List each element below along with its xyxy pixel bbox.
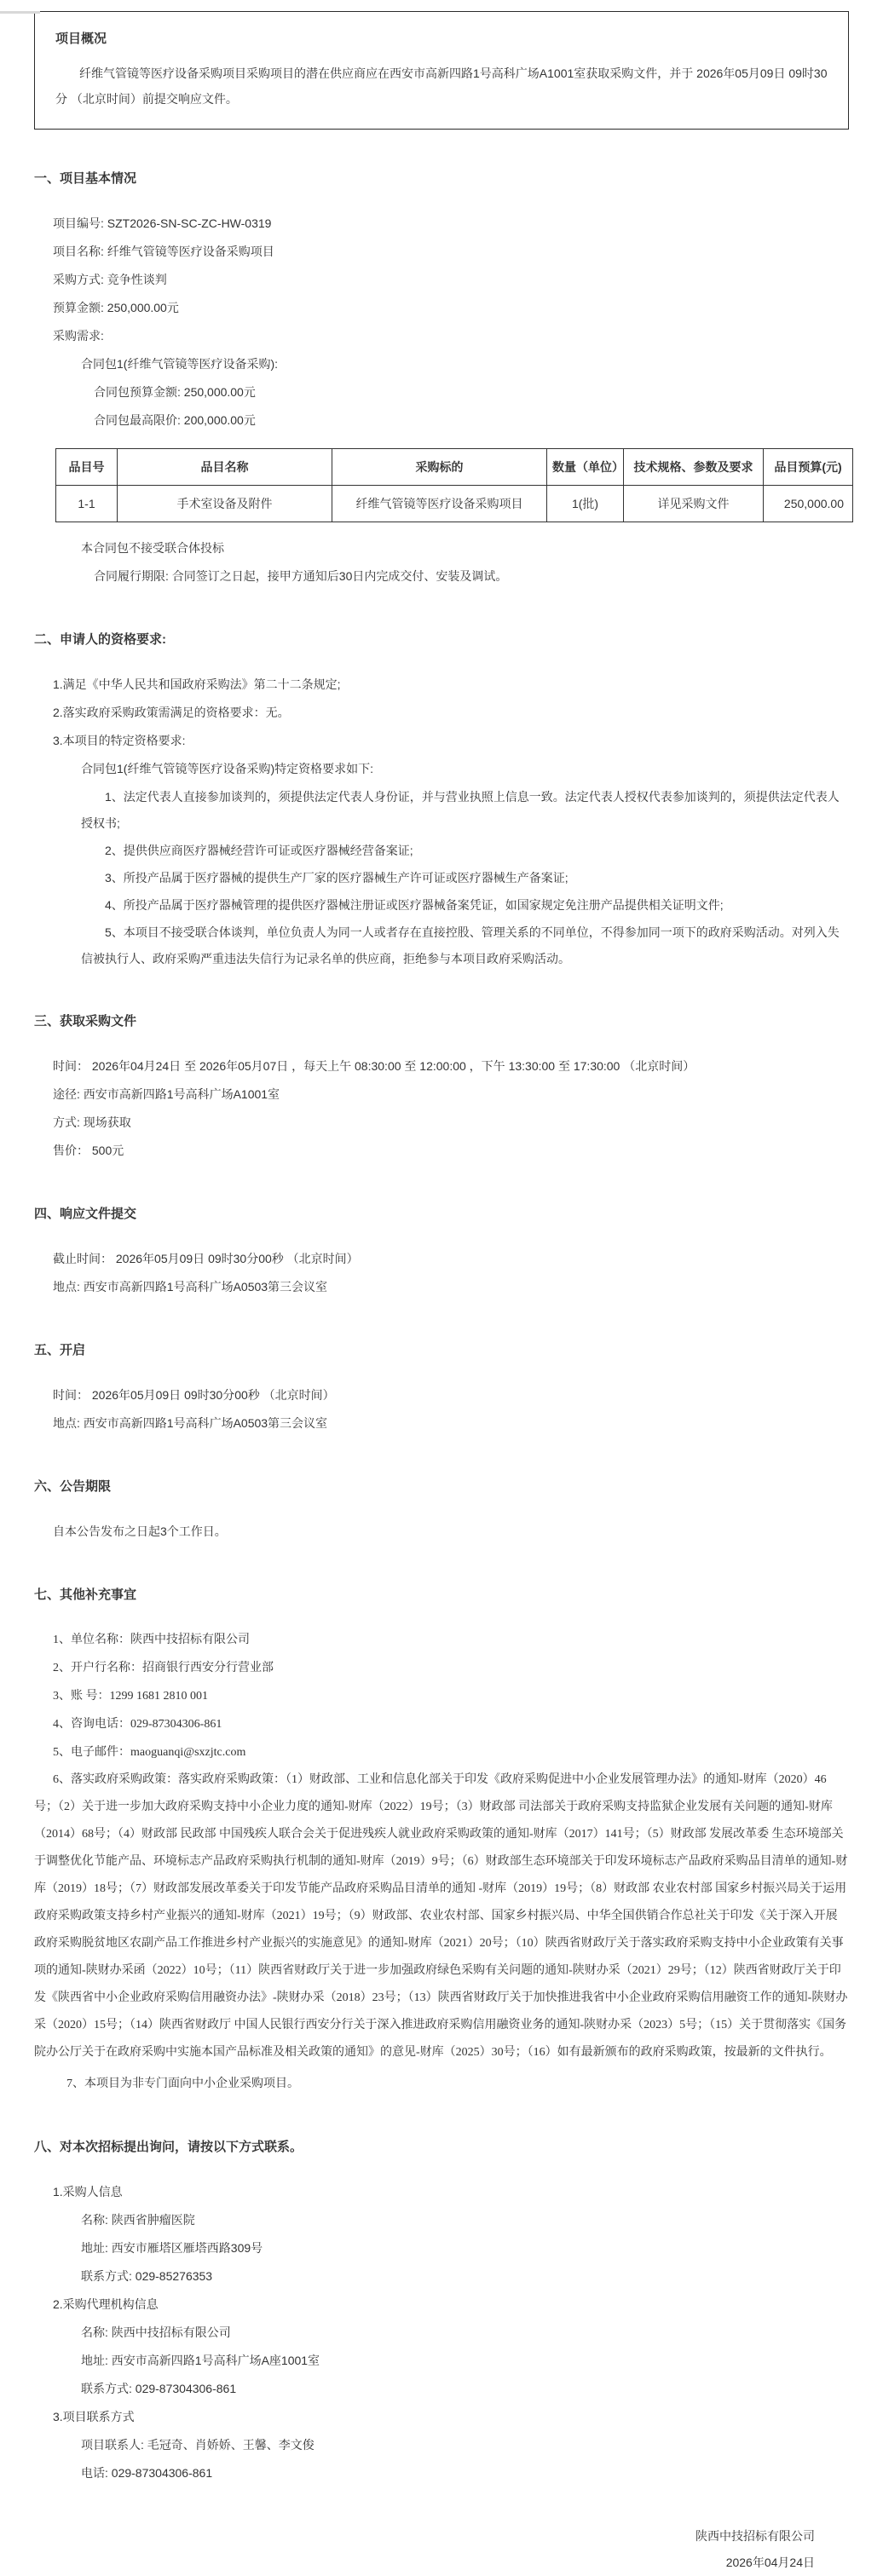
field-line-project-no: 项目编号: SZT2026-SN-SC-ZC-HW-0319: [53, 216, 272, 230]
section-heading-announcement-period: 六、公告期限: [34, 1479, 112, 1494]
items-table: [55, 448, 853, 522]
supplementary-item-bank-name: 2、开户行名称：招商银行西安分行营业部: [53, 1662, 274, 1674]
cell-subject: 纤维气管镜等医疗设备采购项目: [332, 486, 547, 522]
qualification-sub-item: 4、所投产品属于医疗器械管理的提供医疗器械注册证或医疗器械备案凭证，如国家规定免注册产品提供相关证明文件;: [105, 898, 724, 912]
project-phone: 电话: 029-87304306-861: [81, 2466, 213, 2480]
package-qualification-intro: 合同包1(纤维气管镜等医疗设备采购)特定资格要求如下:: [81, 762, 373, 775]
package-budget: 合同包预算金额: 250,000.00元: [94, 385, 256, 399]
agency-name: 名称: 陕西中技招标有限公司: [81, 2325, 231, 2339]
contact-group-title-agency: 2.采购代理机构信息: [53, 2297, 159, 2311]
signature-block: [68, 2523, 815, 2576]
qualification-sub-item: 5、本项目不接受联合体谈判，单位负责人为同一人或者存在直接控股、管理关系的不同单位，不得参加同一项下的政府采购活动。对列入失信被执行人、政府采购严重违法失信行为记录名单的供应商，拒绝参与本项目政府采购活动。: [81, 925, 840, 965]
document-body: [34, 169, 849, 2576]
table-row: [56, 486, 853, 522]
section-heading-basic-info: 一、项目基本情况: [34, 171, 137, 186]
qualification-sub-item: 2、提供供应商医疗器械经营许可证或医疗器械经营备案证;: [105, 844, 413, 857]
field-line-budget: 预算金额: 250,000.00元: [53, 301, 179, 314]
page-top-fragment: [0, 11, 40, 14]
qualification-item: 3.本项目的特定资格要求:: [53, 734, 186, 747]
note-contract-term: 合同履行期限: 合同签订之日起，接甲方通知后30日内完成交付、安装及调试。: [94, 569, 508, 583]
section-heading-response-submission: 四、响应文件提交: [34, 1207, 137, 1221]
col-header-quantity: 数量（单位）: [547, 449, 624, 486]
section-heading-opening: 五、开启: [34, 1343, 86, 1357]
contact-group-title-project: 3.项目联系方式: [53, 2410, 135, 2423]
qualification-item: 1.满足《中华人民共和国政府采购法》第二十二条规定;: [53, 677, 341, 691]
cell-item-budget: 250,000.00: [764, 486, 853, 522]
agency-address: 地址: 西安市高新四路1号高科广场A座1001室: [81, 2354, 320, 2367]
qualification-item: 2.落实政府采购政策需满足的资格要求：无。: [53, 706, 290, 719]
signature-company: 陕西中技招标有限公司: [695, 2529, 815, 2543]
submission-place: 地点: 西安市高新四路1号高科广场A0503第三会议室: [53, 1280, 328, 1294]
col-header-item-name: 品目名称: [118, 449, 332, 486]
obtain-place: 途径: 西安市高新四路1号高科广场A1001室: [53, 1087, 280, 1101]
purchaser-address: 地址: 西安市雁塔区雁塔西路309号: [81, 2241, 263, 2255]
table-header-row: [56, 449, 853, 486]
purchaser-name: 名称: 陕西省肿瘤医院: [81, 2213, 195, 2227]
col-header-item-no: 品目号: [56, 449, 118, 486]
submission-deadline: 截止时间： 2026年05月09日 09时30分00秒 （北京时间）: [53, 1252, 359, 1265]
contact-group-title-purchaser: 1.采购人信息: [53, 2185, 123, 2199]
project-overview-box: [34, 11, 849, 130]
obtain-time: 时间： 2026年04月24日 至 2026年05月07日 ，每天上午 08:30:00 至 12:00:00 ，下午 13:30:00 至 17:30:00 （北京时间）: [53, 1059, 695, 1073]
note-no-consortium: 本合同包不接受联合体投标: [81, 541, 224, 555]
agency-phone: 联系方式: 029-87304306-861: [81, 2382, 237, 2395]
col-header-spec: 技术规格、参数及要求: [624, 449, 764, 486]
project-contacts: 项目联系人: 毛冠奇、肖娇娇、王馨、李文俊: [81, 2438, 315, 2452]
col-header-item-budget: 品目预算(元): [764, 449, 853, 486]
cell-spec: 详见采购文件: [624, 486, 764, 522]
cell-quantity: 1(批): [547, 486, 624, 522]
supplementary-item-phone: 4、咨询电话：029-87304306-861: [53, 1718, 222, 1731]
overview-title: 项目概况: [55, 32, 107, 46]
cell-item-no: 1-1: [56, 486, 118, 522]
opening-time: 时间： 2026年05月09日 09时30分00秒 （北京时间）: [53, 1388, 335, 1402]
obtain-price: 售价： 500元: [53, 1144, 124, 1157]
field-line-project-name: 项目名称: 纤维气管镜等医疗设备采购项目: [53, 245, 274, 258]
obtain-method: 方式: 现场获取: [53, 1115, 131, 1129]
section-heading-qualification: 二、申请人的资格要求:: [34, 632, 166, 647]
section-heading-supplementary: 七、其他补充事宜: [34, 1588, 137, 1602]
field-line-method: 采购方式: 竞争性谈判: [53, 273, 167, 286]
overview-text: 纤维气管镜等医疗设备采购项目采购项目的潜在供应商应在西安市高新四路1号高科广场A1001室获取采购文件，并于 2026年05月09日 09时30分 （北京时间）前提交响应文件。: [55, 66, 828, 106]
qualification-sub-item: 3、所投产品属于医疗器械的提供生产厂家的医疗器械生产许可证或医疗器械生产备案证;: [105, 871, 568, 885]
section-heading-obtain-documents: 三、获取采购文件: [34, 1014, 137, 1029]
section-heading-inquiry-contact: 八、对本次招标提出询问，请按以下方式联系。: [34, 2140, 303, 2154]
supplementary-item-unit-name: 1、单位名称：陕西中技招标有限公司: [53, 1634, 250, 1646]
signature-date: 2026年04月24日: [725, 2556, 815, 2569]
procurement-policy-paragraph: 6、落实政府采购政策：落实政府采购政策：（1）财政部、工业和信息化部关于印发《政府采购促进中小企业发展管理办法》的通知-财库（2020）46号；（2）关于进一步加大政府采购支持中小企业力度的通知-财库（2022）19号；（3）财政部 司法部关于政府采购支持监狱企业发展有关问题的通知-财库（2014）68号；（4）财政部 民政部 中国残疾人联合会关于促进残疾人就业政府采购政策的通知-财库（2017）141号；（5）财政部 发展改革委 生态环境部关于调整优化节能产品、环境标志产品政府采购执行机制的通知-财库（2019）9号；（6）财政部生态环境部关于印发环境标志产品政府采购品目清单的通知-财库（2019）18号；（7）财政部发展改革委关于印发节能产品政府采购品目清单的通知 -财库（2019）19号；（8）财政部 农业农村部 国家乡村振兴局关于运用政府采购政策支持乡村产业振兴的通知-财库（2021）19号；（9）财政部、农业农村部、国家乡村振兴局、中华全国供销合作总社关于印发《关于深入开展政府采购脱贫地区农副产品工作推进乡村产业振兴的实施意见》的通知-财库（2021）20号；（10）陕西省财政厅关于落实政府采购支持中小企业政策有关事项的通知-陕财办采函（2022）10号；（11）陕西省财政厅关于进一步加强政府绿色采购有关问题的通知-陕财办采（2021）29号；（12）陕西省财政厅关于印发《陕西省中小企业政府采购信用融资办法》-陕财办采（2018）23号；（13）陕西省财政厅关于加快推进我省中小企业政府采购信用融资工作的通知-陕财办采（2020）15号；（14）陕西省财政厅 中国人民银行西安分行关于深入推进政府采购信用融资业务的通知-陕财办采（2023）5号；（15）关于贯彻落实《国务院办公厅关于在政府采购中实施本国产品标准及相关政策的通知》的意见-财库（2025）30号；（16）如有最新颁布的政府采购政策，按最新的文件执行。: [34, 1773, 848, 2059]
supplementary-item-sme-note: 7、本项目为非专门面向中小企业采购项目。: [66, 2078, 299, 2090]
purchaser-phone: 联系方式: 029-85276353: [81, 2269, 213, 2283]
package-title: 合同包1(纤维气管镜等医疗设备采购):: [81, 357, 278, 371]
package-max-price: 合同包最高限价: 200,000.00元: [94, 413, 256, 427]
col-header-subject: 采购标的: [332, 449, 547, 486]
field-line-demand: 采购需求:: [53, 329, 104, 343]
announcement-period-text: 自本公告发布之日起3个工作日。: [53, 1524, 227, 1538]
cell-item-name: 手术室设备及附件: [118, 486, 332, 522]
opening-place: 地点: 西安市高新四路1号高科广场A0503第三会议室: [53, 1416, 328, 1430]
supplementary-item-email: 5、电子邮件：maoguanqi@sxzjtc.com: [53, 1746, 246, 1759]
supplementary-item-account-no: 3、账 号：1299 1681 2810 001: [53, 1690, 208, 1703]
qualification-sub-item: 1、法定代表人直接参加谈判的，须提供法定代表人身份证，并与营业执照上信息一致。法定代表人授权代表参加谈判的，须提供法定代表人授权书;: [81, 790, 840, 830]
